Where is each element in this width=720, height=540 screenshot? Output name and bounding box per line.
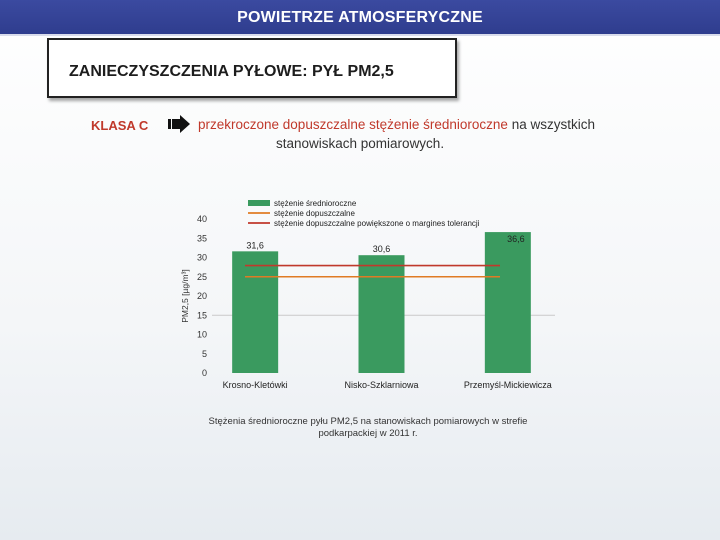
y-tick-label: 15 bbox=[196, 310, 207, 321]
y-tick-label: 0 bbox=[201, 368, 207, 378]
y-tick-label: 20 bbox=[196, 291, 207, 301]
description-highlight: przekroczone dopuszczalne stężenie średnioroczne bbox=[198, 117, 508, 132]
x-tick-label: Nisko-Szklarniowa bbox=[344, 380, 419, 390]
bar bbox=[485, 232, 531, 373]
legend-label: stężenie dopuszczalne powiększone o margines tolerancji bbox=[274, 219, 480, 228]
caption-line-2: podkarpackiej w 2011 r. bbox=[318, 428, 418, 439]
description-rest: na wszystkich bbox=[507, 117, 595, 132]
legend-label: stężenie średnioroczne bbox=[274, 199, 357, 208]
x-axis bbox=[223, 380, 552, 390]
description-line-2: stanowiskach pomiarowych. bbox=[276, 136, 445, 151]
bar bbox=[359, 255, 405, 373]
data-label: 31,6 bbox=[246, 240, 264, 251]
header-title: POWIETRZE ATMOSFERYCZNE bbox=[237, 9, 483, 26]
legend-swatch bbox=[248, 200, 270, 206]
x-tick-label: Przemyśl-Mickiewicza bbox=[463, 380, 552, 390]
legend-label: stężenie dopuszczalne bbox=[274, 209, 355, 218]
x-tick-label: Krosno-Kletówki bbox=[222, 380, 288, 390]
title-box-text: ZANIECZYSZCZENIA PYŁOWE: PYŁ PM2,5 bbox=[69, 63, 394, 80]
caption-line-1: Stężenia średnioroczne pyłu PM2,5 na stanowiskach pomiarowych w strefie bbox=[208, 416, 528, 427]
y-tick-label: 35 bbox=[196, 233, 207, 244]
y-axis bbox=[180, 214, 207, 378]
y-tick-label: 10 bbox=[196, 329, 207, 340]
y-axis-label: PM2,5 [µg/m³] bbox=[180, 269, 190, 323]
chart-legend bbox=[248, 199, 480, 228]
y-tick-label: 40 bbox=[196, 214, 207, 224]
y-tick-label: 30 bbox=[196, 252, 207, 263]
data-label: 36,6 bbox=[507, 234, 525, 245]
data-labels bbox=[246, 234, 524, 254]
bar bbox=[232, 251, 278, 373]
y-tick-label: 5 bbox=[201, 348, 207, 359]
chart-caption bbox=[178, 416, 558, 440]
y-tick-label: 25 bbox=[196, 271, 207, 282]
data-label: 30,6 bbox=[372, 244, 391, 255]
klasa-label: KLASA C bbox=[91, 118, 149, 133]
